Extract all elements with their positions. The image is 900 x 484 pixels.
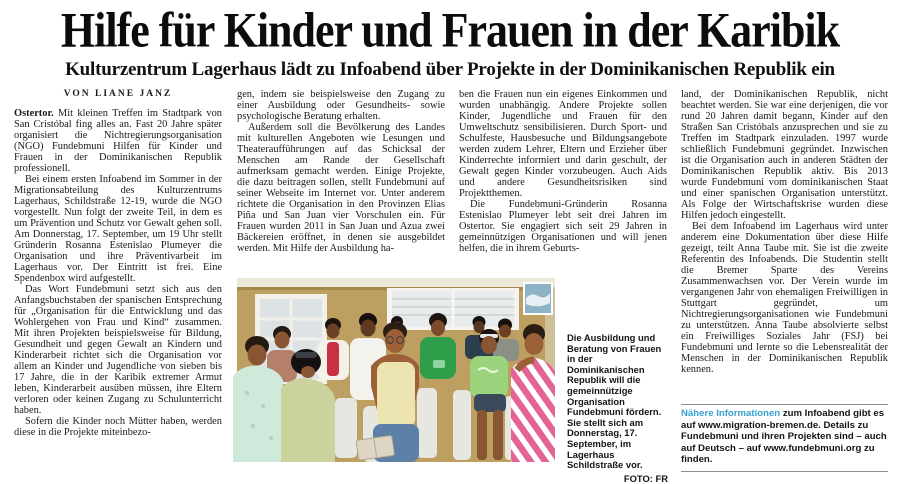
photo-caption xyxy=(567,333,668,484)
text-column-4 xyxy=(681,89,888,401)
article-byline: VON LIANE JANZ xyxy=(63,89,173,99)
article-photo xyxy=(237,278,555,462)
article-paragraph: Sofern die Kinder noch Mütter haben, werden diese in die Projekte miteinbezo- xyxy=(14,416,222,438)
article-paragraph: Ostertor. Mit kleinen Treffen im Stadtpark von San Cristóbal fing alles an. Fast 20 Jahre später organisiert die Nichtregierungsorganisation (NGO) Fundebmuni Hilfen für Kinder und Frauen in der Dominikanischen Republik professionell. xyxy=(14,108,222,174)
article-photo-illustration xyxy=(237,278,555,462)
article-paragraph: Außerdem soll die Bevölkerung des Landes mit kulturellen Angeboten wie Lesungen und Theateraufführungen auf das Schicksal der Menschen am Rande der Gesellschaft aufmerksam gemacht werden. Einige Projekte, die dazu beitragen sollen, stellt Fundebmuni auf seiner Webseite im Internet vor. Unter anderem richtete die Organisation in den Provinzen Elias Piña und San Juan vier Vorschulen ein. Für Frauen wurden 2011 in San Juan und Azua zwei Bäckereien eröffnet, in denen sie ausgebildet werden. Mit Hilfe der Ausbildung ha- xyxy=(237,122,445,254)
article-paragraph: Bei einem ersten Infoabend im Sommer in der Migrationsabteilung des Kulturzentrums Lagerhaus, Schildstraße 12-19, wurde die NGO vorgestellt. Nun folgt der zweite Teil, in dem es um Prävention und Schutz vor Gewalt gehen soll. Am Donnerstag, 17. September, um 19 Uhr stellt Gründerin Rosanna Estenislao Plumeyer die Organisation und ihre Präventivarbeit im Lagerhaus vor. Der Eintritt ist frei. Eine Spendenbox wird aufgestellt. xyxy=(14,174,222,284)
info-box xyxy=(681,404,888,472)
photo-caption-text: Die Ausbildung und Beratung von Frauen in der Dominikanischen Republik will die gemeinnützige Organisation Fundebmuni fördern. Sie stellt sich am Donnerstag, 17. September, im Lagerhaus Schildstraße vor. xyxy=(567,332,662,471)
article-title: Hilfe für Kinder und Frauen in der Karibik xyxy=(60,2,840,59)
paragraph-lead: Ostertor. xyxy=(14,108,54,119)
article-paragraph: ben die Frauen nun ein eigenes Einkommen und wurden unabhängig. Andere Projekte sollen Kinder, Jugendliche und Frauen für den Umweltschutz sensibilisieren. Durch Sport- und Schulfeste, Hausbesuche und Bildungsangebote werden zudem Lehrer, Eltern und Erzieher über Kinderrechte informiert und darin geschult, der Gewalt gegen Kinder vorzubeugen. Auch Aids und andere Gesundheitsrisiken sind Projektthemen. xyxy=(459,89,667,199)
photo-credit: FOTO: FR xyxy=(623,472,668,484)
article-paragraph: Bei dem Infoabend im Lagerhaus wird unter anderem eine Dokumentation über diese Hilfe gezeigt, teilt Anna Taube mit. Sie ist die zweite Referentin des Infoabends. Die Studentin stellt die Bremer Sparte des Vereins Zusammenwachsen vor. Der Verein wurde im vergangenen Jahr von ehemaligen Freiwilligen in Stuttgart gegründet, um Nichtregierungsorganisationen wie Fundebmuni zu unterstützen. Anna Taube absolvierte selbst ein Freiwilliges Soziales Jahr (FSJ) bei Fundebmuni und lernte so die Lebensrealität der Menschen in der Dominikanischen Republik kennen. xyxy=(681,221,888,375)
text-column-2 xyxy=(237,89,445,275)
article-subtitle: Kulturzentrum Lagerhaus lädt zu Infoabend über Projekte in der Dominikanischen Republik ein xyxy=(65,59,835,80)
article-paragraph: land, der Dominikanischen Republik, nicht beachtet werden. Sie war eine derjenigen, die vor rund 20 Jahren damit begann, Kinder auf den Straßen San Cristóbals anzusprechen und sie zu Treffen im Stadtpark einzuladen. 1997 wurde schließlich Fundebmuni gegründet. Inzwischen ist die Organisation auch in anderen Städten der Dominikanischen Republik aktiv. Bis 2013 wurde Fundebmuni vom dominikanischen Staat und einer spanischen Organisation unterstützt. Als Folge der Wirtschaftskrise wurden diese Hilfen jedoch eingestellt. xyxy=(681,89,888,221)
text-column-3 xyxy=(459,89,667,275)
text-column-1 xyxy=(14,108,222,460)
article-paragraph: Das Wort Fundebmuni setzt sich aus den Anfangsbuchstaben der spanischen Entsprechung für „Organisation für die Entwicklung und das Wohlergehen von Frau und Kind“ zusammen. Mit ihren Projekten beispielsweise für Bildung, Gesundheit und gegen Gewalt an Kindern und Kinderarbeit richtet sich die Organisation vor allem an Kinder und Jugendliche von sieben bis 17 Jahre, die in der Karibik extremer Armut leben, Kinderarbeit ausüben müssen, ihre Eltern verloren oder keinen Zugang zu Schulunterricht haben. xyxy=(14,284,222,416)
info-box-text: zum Infoabend gibt es auf www.migration-bremen.de. Details zu Fundebmuni und ihren Projekten sind – auch auf Deutsch – auf www.fundebmuni.org zu finden. xyxy=(681,408,887,465)
article-paragraph: gen, indem sie beispielsweise den Zugang zu einer Ausbildung oder Gesundheits- sowie psychologische Beratung erhalten. xyxy=(237,89,445,122)
article-paragraph: Die Fundebmuni-Gründerin Rosanna Estenislao Plumeyer lebt seit drei Jahren im Ostertor. Sie engagiert sich seit 29 Jahren in gemeinnützigen Organisationen und will jenen helfen, die in ihrem Geburts- xyxy=(459,199,667,254)
info-box-highlight: Nähere Informationen xyxy=(681,408,781,419)
